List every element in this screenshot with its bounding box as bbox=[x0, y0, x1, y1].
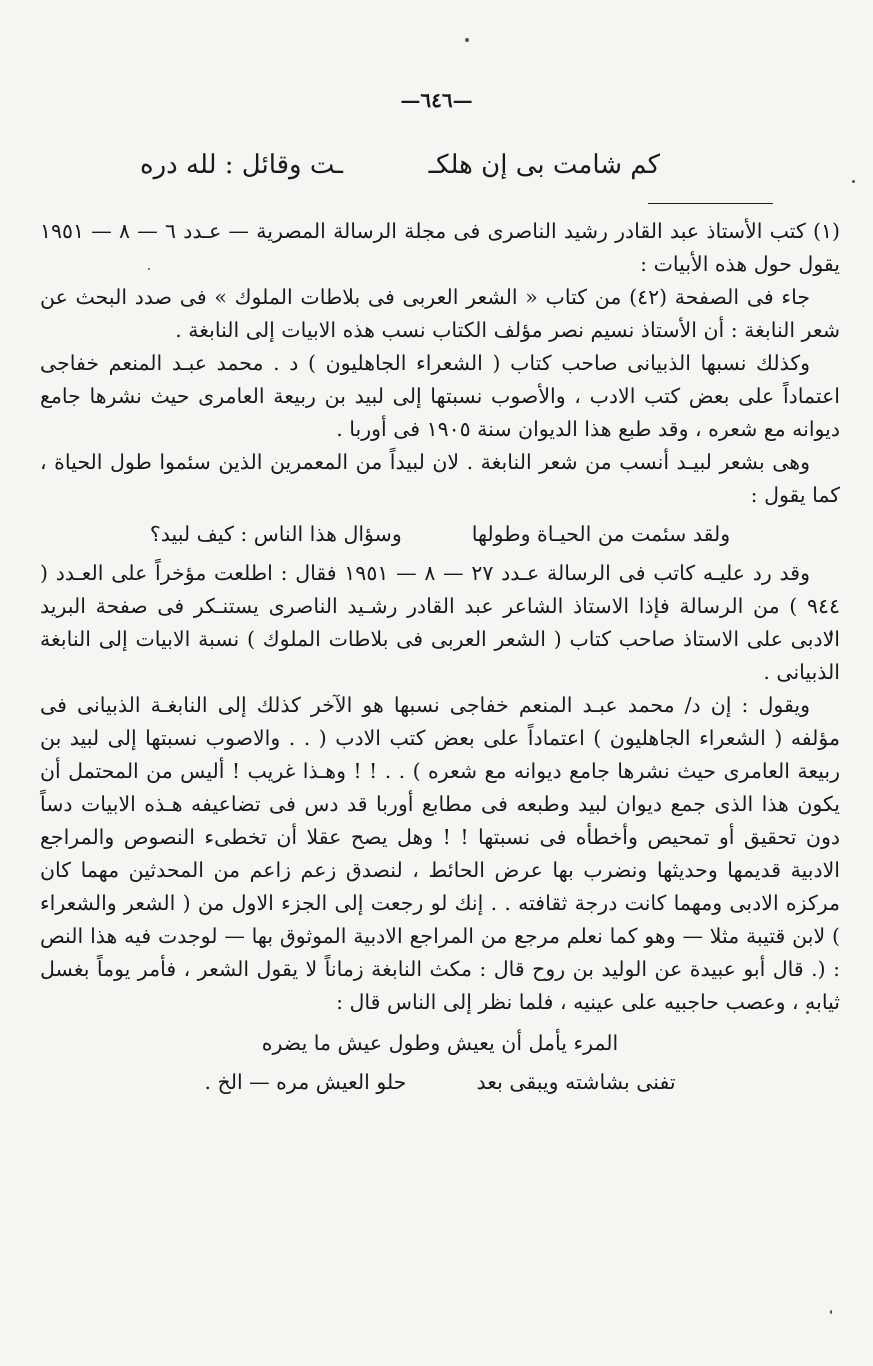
verse-second-hemistich: حلو العيش مره — الخ . bbox=[204, 1070, 407, 1094]
verse-first-hemistich: ولقد سئمت من الحيـاة وطولها bbox=[471, 522, 731, 546]
top-verse-first-hemistich: كم شامت بى إن هلكـ bbox=[428, 150, 660, 180]
verse-first-hemistich: تفنى بشاشته ويبقى بعد bbox=[476, 1070, 676, 1094]
footnote-divider bbox=[648, 203, 773, 204]
footnote-paragraph: (١) كتب الأستاذ عبد القادر رشيد الناصرى فى مجلة الرسالة المصرية — عـدد ٦ — ٨ — ١٩٥١ يقول حول هذه الأبيات : bbox=[40, 219, 840, 276]
quoted-verse-nabigha-line bbox=[40, 1027, 840, 1060]
footnote-body bbox=[40, 215, 840, 1105]
verse-second-hemistich: وسؤال هذا الناس : كيف لبيد؟ bbox=[149, 522, 402, 546]
verse-line: المرء يأمل أن يعيش وطول عيش ما يضره bbox=[261, 1031, 619, 1055]
page-number: —٦٤٦— bbox=[400, 88, 473, 112]
quoted-verse-lubayd bbox=[40, 518, 840, 551]
top-verse bbox=[140, 150, 660, 180]
quoted-verse-nabigha-second bbox=[40, 1066, 840, 1099]
top-verse-second-hemistich: ـت وقائل : لله دره bbox=[140, 150, 344, 180]
footnote-paragraph: ويقول : إن د/ محمد عبـد المنعم خفاجى نسبها هو الآخر كذلك إلى النابغـة الذبيانى فى مؤلفه ( الشعراء الجاهليون ) اعتماداً على بعض كتب الادب ( . . والاصوب نسبتها إلى لبيد بن ربيعة العامرى حيث نشرها جامع ديوانه مع شعره ) . . ! ! وهـذا غريب ! أليس من المحتمل أن يكون هذا الذى جمع ديوان لبيد وطبعه فى مطابع أوربا قد دس فى تضاعيفه هـذه الابيات دساً دون تحقيق أو تمحيص وأخطأه فى نسبتها ! ! وهل يصح عقلا أن تخطىء النصوص والمراجع الادبية قديمها وحديثها ونضرب بها عرض الحائط ، لنصدق زعم زاعم من المحدثين مهما كان مركزه الادبى ومهما كانت درجة ثقافته . . إنك لو رجعت إلى الجزء الاول من ( الشعر والشعراء ) لابن قتيبة مثلا — وهو كما نعلم مرجع من المراجع الادبية الموثوق بها — لوجدت فيه هذا النص : (. قال أبو عبيدة عن الوليد بن روح قال : مكث النابغة زماناً لا يقول الشعر ، فأمر يوماً بغسل ثيابه ، وعصب حاجبيه على عينيه ، فلما نظر إلى الناس قال : bbox=[40, 693, 840, 1014]
footnote-paragraph: جاء فى الصفحة (٤٢) من كتاب « الشعر العربى فى بلاطات الملوك » فى صدد البحث عن شعر النابغة : أن الأستاذ نسيم نصر مؤلف الكتاب نسب هذه الابيات إلى النابغة . bbox=[40, 285, 840, 342]
footnote-paragraph: وقد رد عليـه كاتب فى الرسالة عـدد ٢٧ — ٨ — ١٩٥١ فقال : اطلعت مؤخراً على العـدد ( ٩٤٤ ) من الرسالة فإذا الاستاذ الشاعر عبد القادر رشـيد الناصرى يستنـكر فى صفحة البريد الادبى على الاستاذ صاحب كتاب ( الشعر العربى فى بلاطات الملوك ) نسبة الابيات إلى النابغة الذبيانى . bbox=[40, 561, 840, 684]
footnote-paragraph: وكذلك نسبها الذبيانى صاحب كتاب ( الشعراء الجاهليون ) د . محمد عبـد المنعم خفاجى اعتماداً على بعض كتب الادب ، والأصوب نسبتها إلى لبيد بن ربيعة العامرى حيث نشرها جامع ديوانه مع شعره ، وقد طبع هذا الديوان سنة ١٩٠٥ فى أوربا . bbox=[40, 351, 840, 441]
footnote-paragraph: وهى بشعر لبيـد أنسب من شعر النابغة . لان لبيداً من المعمرين الذين سئموا طول الحياة ، كما يقول : bbox=[40, 450, 840, 507]
